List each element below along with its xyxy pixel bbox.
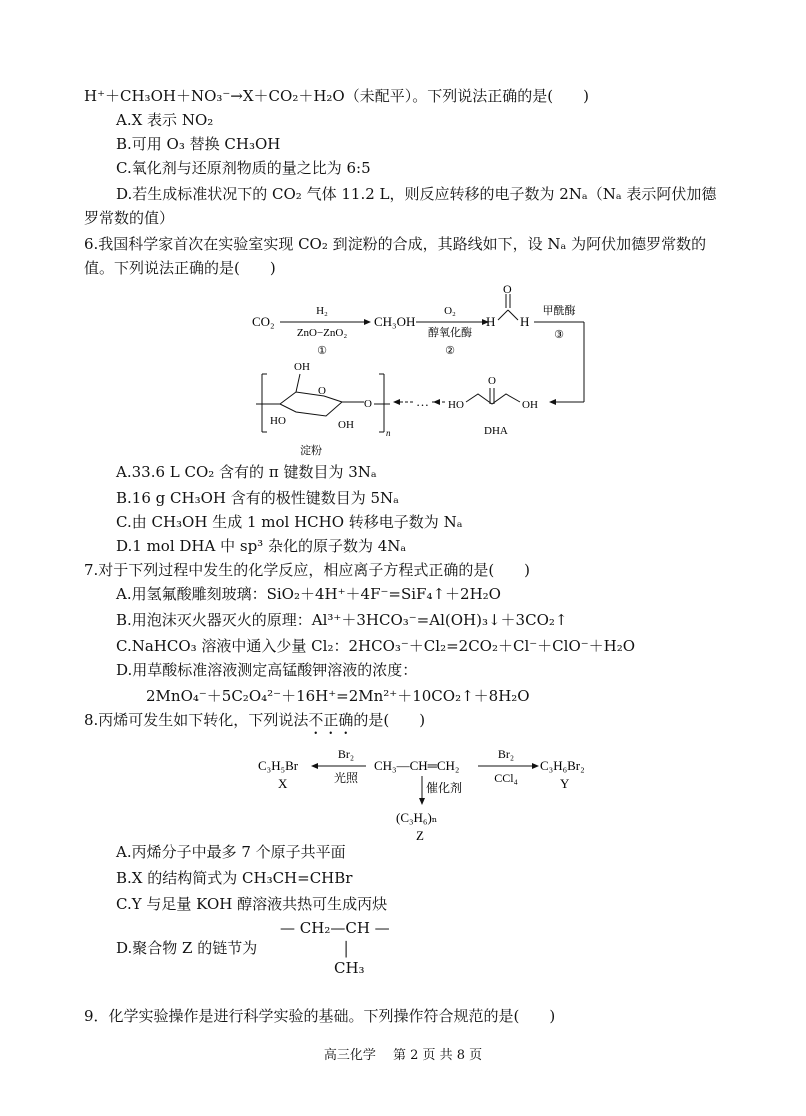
ccl4-solvent: CCl₄ bbox=[494, 771, 518, 785]
starch-oh-bottom: OH bbox=[338, 419, 354, 431]
starch-synthesis-scheme bbox=[250, 284, 600, 464]
formaldehyde-h-right: H bbox=[520, 314, 530, 329]
dha-label: DHA bbox=[484, 425, 508, 437]
z-repeat-unit-top: — CH₂—CH — bbox=[280, 919, 390, 937]
q7-option-d-equation: 2MnO₄⁻＋5C₂O₄²⁻＋16H⁺=2Mn²⁺＋10CO₂↑＋8H₂O bbox=[146, 687, 530, 705]
z-formula: (C₃H₆)ₙ bbox=[396, 810, 438, 825]
q6-stem-line1: 6.我国科学家首次在实验室实现 CO₂ 到淀粉的合成，其路线如下，设 Nₐ 为阿伏加德罗常数的 bbox=[84, 235, 707, 253]
q5-option-c: C.氧化剂与还原剂物质的量之比为 6:5 bbox=[116, 159, 371, 177]
page-footer: 高三化学 第 2 页 共 8 页 bbox=[323, 1048, 483, 1063]
q6-option-a: A.33.6 L CO₂ 含有的 π 键数目为 3Nₐ bbox=[116, 463, 377, 481]
step-3-marker: ③ bbox=[554, 329, 564, 341]
ring-oxygen: O bbox=[318, 385, 326, 397]
step-2-marker: ② bbox=[445, 345, 455, 357]
q8-option-a: A.丙烯分子中最多 7 个原子共平面 bbox=[116, 843, 346, 861]
dha-ho: HO bbox=[448, 399, 464, 411]
co2-label: CO₂ bbox=[252, 314, 275, 329]
x-formula: C₃H₅Br bbox=[258, 758, 299, 773]
formaldehyde-h-left: H bbox=[486, 314, 496, 329]
starch-oh-top: OH bbox=[294, 361, 310, 373]
q5-stem: H⁺＋CH₃OH＋NO₃⁻→X＋CO₂＋H₂O（未配平）。下列说法正确的是( ) bbox=[84, 87, 589, 105]
y-formula: C₃H₆Br₂ bbox=[540, 758, 585, 773]
q6-option-c: C.由 CH₃OH 生成 1 mol HCHO 转移电子数为 Nₐ bbox=[116, 513, 463, 531]
q8-option-b: B.X 的结构简式为 CH₃CH=CHBr bbox=[116, 869, 353, 887]
q8-stem-pre: 8.丙烯可发生如下转化，下列说法 bbox=[84, 711, 309, 729]
q5-option-d-line2: 罗常数的值） bbox=[84, 209, 175, 227]
methanol-label: CH₃OH bbox=[374, 314, 416, 329]
starch-label: 淀粉 bbox=[300, 445, 322, 457]
q7-option-b: B.用泡沫灭火器灭火的原理：Al³⁺＋3HCO₃⁻=Al(OH)₃↓＋3CO₂↑ bbox=[116, 611, 568, 629]
dha-carbonyl-o: O bbox=[488, 375, 496, 387]
br2-left: Br₂ bbox=[337, 747, 355, 761]
starch-ho-left: HO bbox=[270, 415, 286, 427]
formaldehyde-o: O bbox=[503, 284, 512, 296]
x-label: X bbox=[278, 776, 288, 791]
step-1-marker: ① bbox=[317, 345, 327, 357]
q5-option-b: B.可用 O₃ 替换 CH₃OH bbox=[116, 135, 281, 153]
catalyst-1: ZnO−ZnO₂ bbox=[296, 327, 348, 339]
q8-option-c: C.Y 与足量 KOH 醇溶液共热可生成丙炔 bbox=[116, 895, 388, 913]
ellipsis: … bbox=[416, 394, 429, 409]
q8-option-d: D.聚合物 Z 的链节为 bbox=[116, 939, 258, 957]
q6-stem-line2: 值。下列说法正确的是( ) bbox=[84, 259, 276, 277]
q6-option-b: B.16 g CH₃OH 含有的极性键数目为 5Nₐ bbox=[116, 489, 399, 507]
polymer-n: n bbox=[386, 428, 391, 438]
q7-stem: 7.对于下列过程中发生的化学反应，相应离子方程式正确的是( ) bbox=[84, 561, 531, 579]
q8-stem-post: 的是( ) bbox=[353, 711, 426, 729]
catalyst-label: 催化剂 bbox=[426, 781, 463, 795]
z-unit-methyl: CH₃ bbox=[334, 959, 365, 977]
q5-option-d-line1: D.若生成标准状况下的 CO₂ 气体 11.2 L，则反应转移的电子数为 2Nₐ（Nₐ 表示阿伏加德 bbox=[116, 185, 717, 203]
dha-oh: OH bbox=[522, 399, 538, 411]
o2-reagent: O₂ bbox=[444, 305, 456, 317]
y-label: Y bbox=[560, 776, 570, 791]
q8-stem-emphasis: 不正确 bbox=[308, 711, 354, 729]
q7-option-d-line1: D.用草酸标准溶液测定高锰酸钾溶液的浓度： bbox=[116, 661, 418, 679]
catalyst-2: 醇氧化酶 bbox=[428, 327, 472, 339]
propene-formula: CH₃—CH═CH₂ bbox=[374, 758, 460, 773]
h2-reagent: H₂ bbox=[316, 305, 328, 317]
q6-option-d: D.1 mol DHA 中 sp³ 杂化的原子数为 4Nₐ bbox=[116, 537, 407, 555]
catalyst-3: 甲酰酶 bbox=[542, 305, 576, 317]
q9-stem: 9．化学实验操作是进行科学实验的基础。下列操作符合规范的是( ) bbox=[84, 1007, 556, 1025]
br2-right: Br₂ bbox=[497, 747, 515, 761]
z-label: Z bbox=[416, 828, 424, 843]
q7-option-a: A.用氢氟酸雕刻玻璃：SiO₂＋4H⁺＋4F⁻=SiF₄↑＋2H₂O bbox=[116, 585, 501, 603]
glycosidic-oxygen: O bbox=[364, 398, 372, 410]
propene-conversion-scheme bbox=[250, 734, 610, 846]
z-unit-bond: │ bbox=[342, 942, 351, 958]
light-condition: 光照 bbox=[333, 771, 359, 785]
q5-option-a: A.X 表示 NO₂ bbox=[116, 111, 214, 129]
q7-option-c: C.NaHCO₃ 溶液中通入少量 Cl₂：2HCO₃⁻＋Cl₂=2CO₂＋Cl⁻＋ClO⁻＋H₂O bbox=[116, 637, 636, 655]
